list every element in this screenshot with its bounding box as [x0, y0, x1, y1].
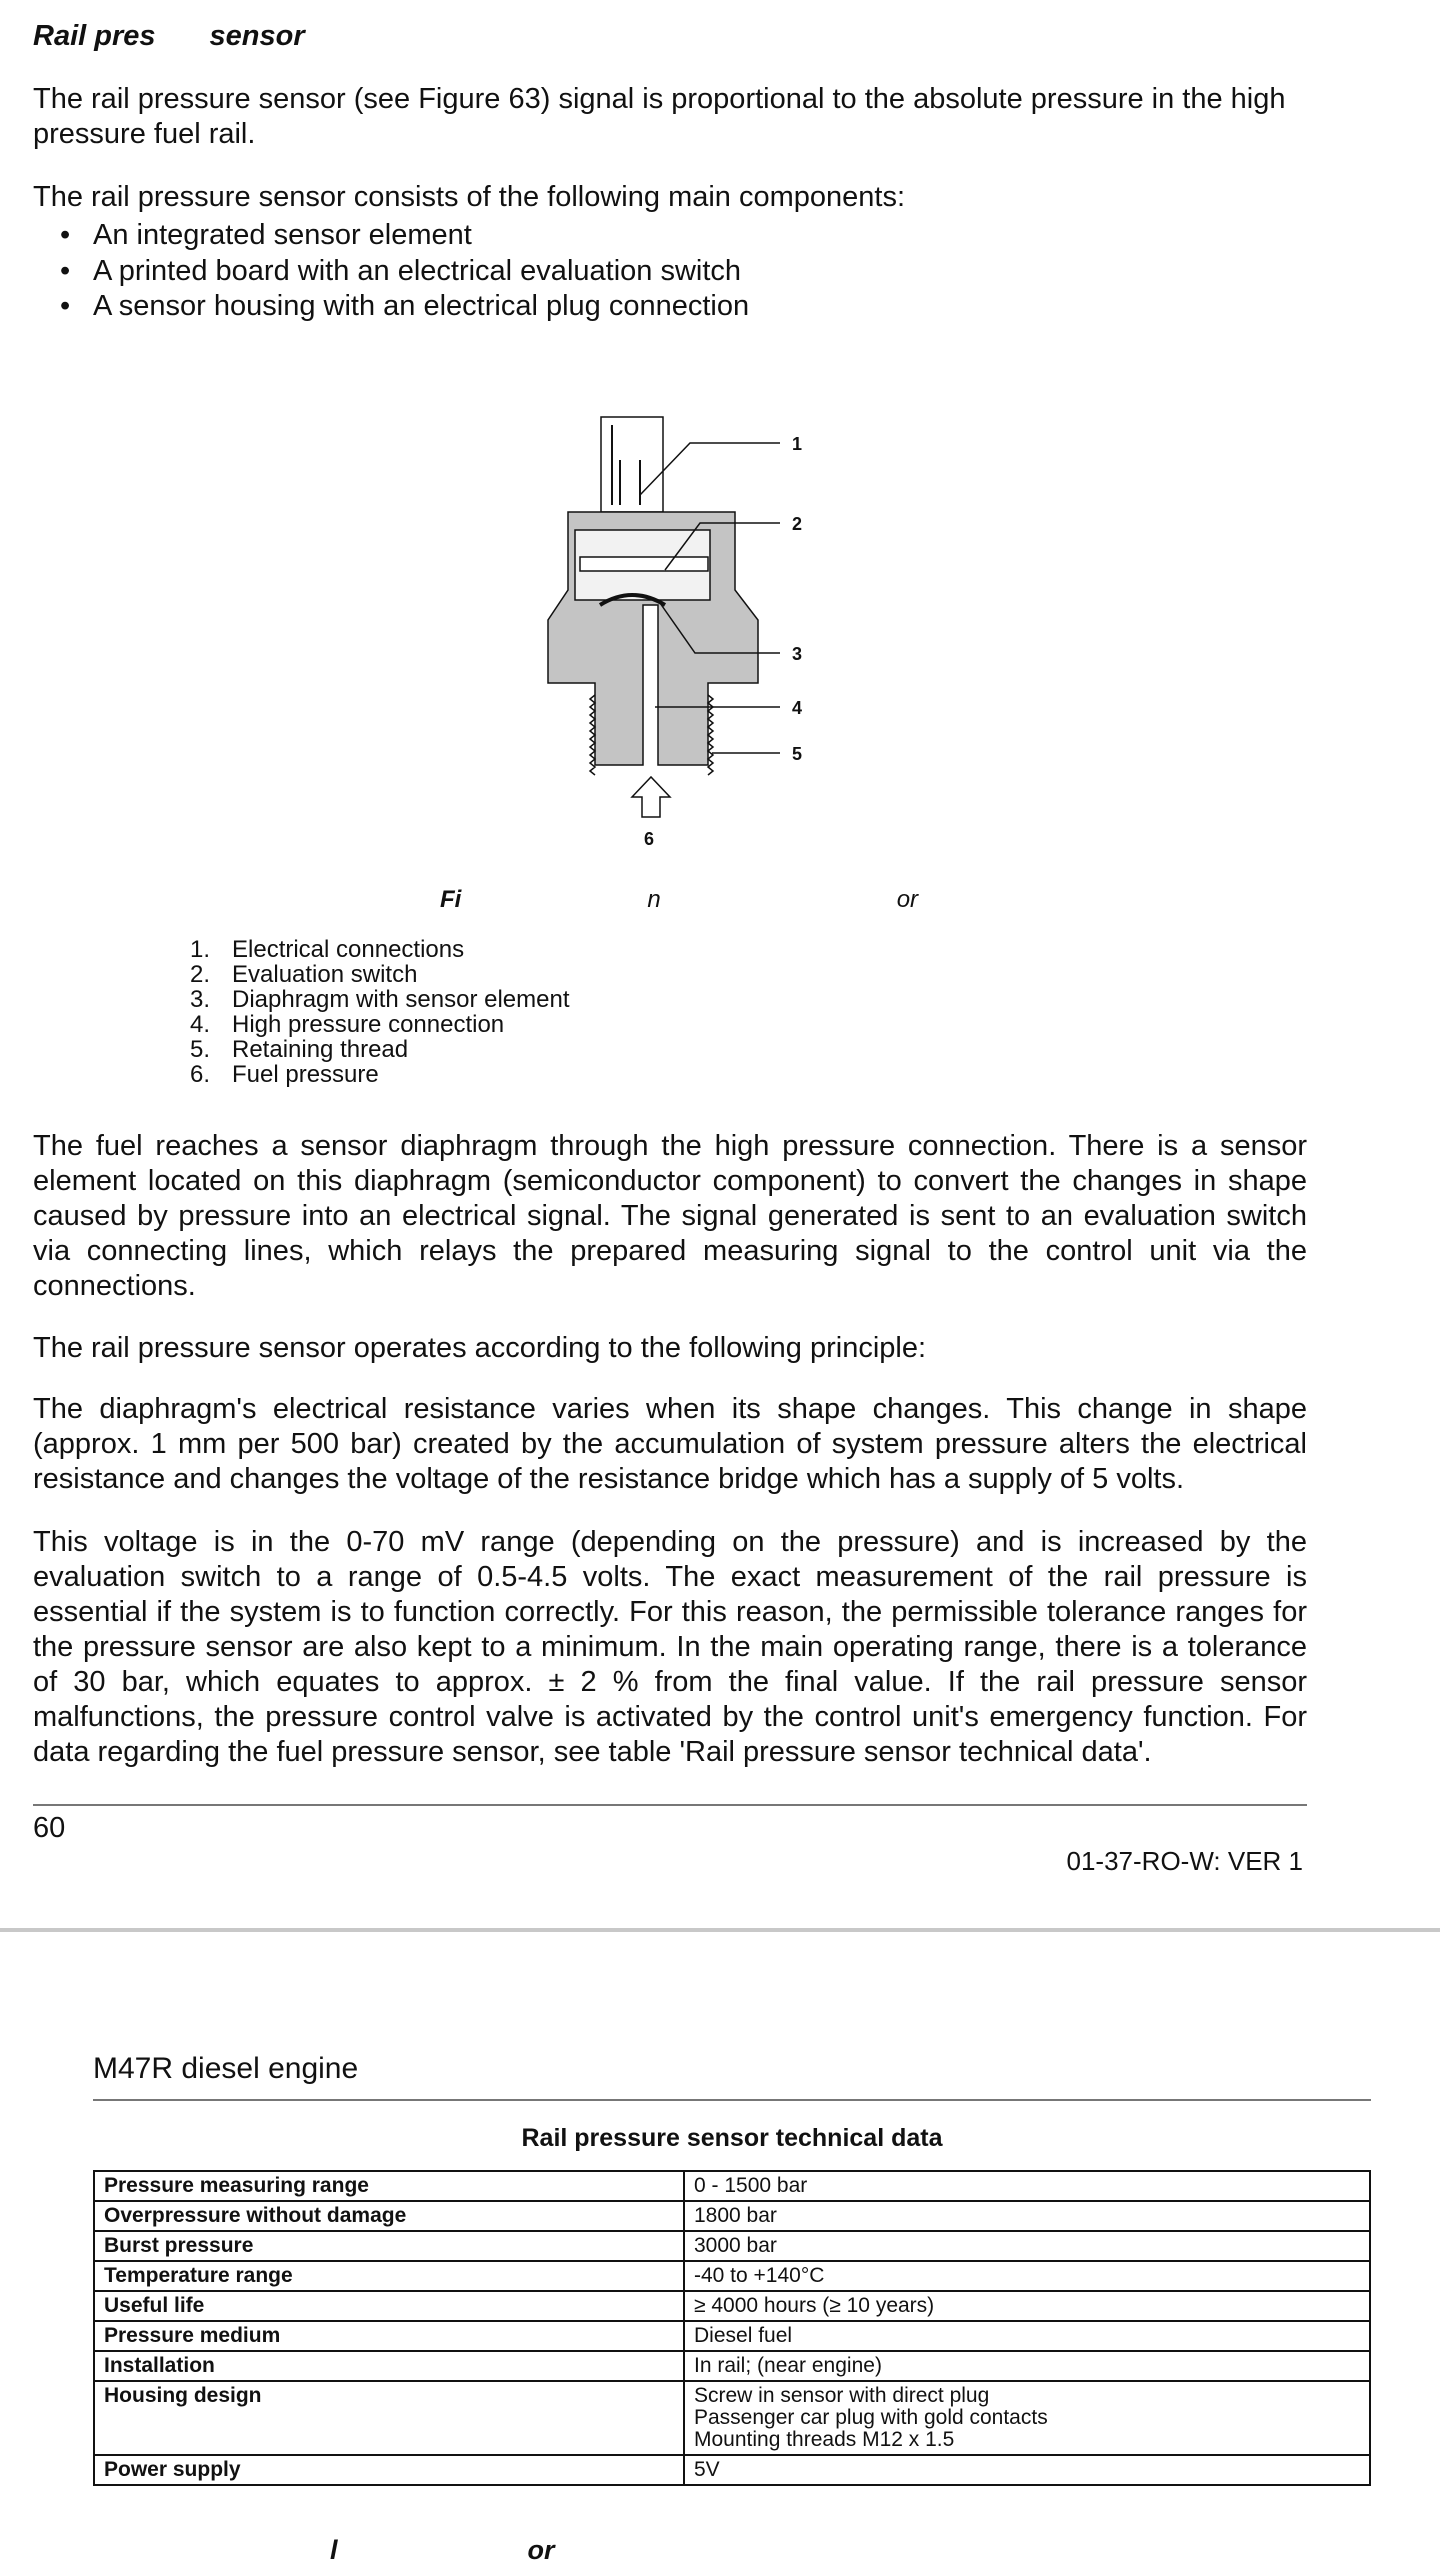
list-item: 4. High pressure connection [190, 1011, 505, 1038]
callout-3: 3 [792, 644, 803, 664]
list-item: 1. Electrical connections [190, 936, 465, 963]
spec-label: Housing design [94, 2381, 684, 2455]
spec-value: In rail; (near engine) [684, 2351, 1370, 2381]
table-row [94, 2201, 1370, 2231]
callout-2: 2 [792, 514, 803, 534]
table-row [94, 2351, 1370, 2381]
circuit-board [580, 557, 708, 571]
list-item: • An integrated sensor element [60, 218, 749, 254]
list-item: • A sensor housing with an electrical plug connection [60, 289, 749, 325]
list-item: 5. Retaining thread [190, 1036, 409, 1063]
spec-label: Useful life [94, 2291, 684, 2321]
callout-4: 4 [792, 698, 803, 718]
callout-1: 1 [792, 434, 803, 454]
figure-caption: Fi n or [440, 886, 919, 913]
spec-value: ≥ 4000 hours (≥ 10 years) [684, 2291, 1370, 2321]
callout-6: 6 [644, 829, 655, 849]
spec-label: Pressure medium [94, 2321, 684, 2351]
table-row [94, 2171, 1370, 2201]
intro-paragraph: The rail pressure sensor (see Figure 63) signal is proportional to the absolute pressure in the high pressure fuel rail. [33, 83, 1286, 150]
page-separator [0, 1928, 1440, 1932]
figure-legend [190, 937, 570, 1087]
spec-label: Overpressure without damage [94, 2201, 684, 2231]
table-row [94, 2381, 1370, 2455]
list-item: • A printed board with an electrical evaluation switch [60, 254, 749, 290]
table-row [94, 2291, 1370, 2321]
section-title: Rail pres sensor [33, 20, 305, 52]
page-header: M47R diesel engine [93, 2052, 359, 2085]
plug-housing [601, 417, 663, 512]
list-item: 6. Fuel pressure [190, 1061, 379, 1088]
spec-value: 0 - 1500 bar [684, 2171, 1370, 2201]
header-divider [93, 2099, 1371, 2101]
spec-value: -40 to +140°C [684, 2261, 1370, 2291]
spec-value: 3000 bar [684, 2231, 1370, 2261]
table-title: Rail pressure sensor technical data [521, 2124, 943, 2152]
table-row [94, 2455, 1370, 2485]
components-intro: The rail pressure sensor consists of the following main components: [33, 181, 906, 213]
table-row [94, 2321, 1370, 2351]
spec-label: Temperature range [94, 2261, 684, 2291]
spec-label: Burst pressure [94, 2231, 684, 2261]
list-item: 2. Evaluation switch [190, 961, 418, 988]
body-paragraph-3: The diaphragm's electrical resistance varies when its shape changes. This change in shape (approx. 1 mm per 500 bar) created by the accumulation of system pressure alters the electrical resistance and changes the voltage of the resistance bridge which has a supply of 5 volts. [33, 1393, 1307, 1495]
spec-label: Power supply [94, 2455, 684, 2485]
body-paragraph-4: This voltage is in the 0-70 mV range (depending on the pressure) and is increased by the evaluation switch to a range of 0.5-4.5 volts. The exact measurement of the rail pressure is essential if the system is to function correctly. For this reason, the permissible tolerance ranges for the pressure sensor are also kept to a minimum. In the main operating range, there is a tolerance of 30 bar, which equates to approx. ± 2 % from the final value. If the rail pressure sensor malfunctions, the pressure control valve is activated by the control unit's emergency function. For data regarding the fuel pressure sensor, see table 'Rail pressure sensor technical data'. [33, 1526, 1307, 1768]
document-code: 01-37-RO-W: VER 1 [1066, 1846, 1303, 1876]
rail-pressure-sensor-diagram [530, 405, 830, 860]
technical-data-table [93, 2170, 1371, 2486]
spec-value: 1800 bar [684, 2201, 1370, 2231]
body-paragraph-1: The fuel reaches a sensor diaphragm through the high pressure connection. There is a sensor element located on this diaphragm (semiconductor component) to convert the changes in shape caused by pressure into an electrical signal. The signal generated is sent to an evaluation switch via connecting lines, which relays the prepared measuring signal to the control unit via the connections. [33, 1130, 1307, 1302]
spec-label: Pressure measuring range [94, 2171, 684, 2201]
footer-divider [33, 1804, 1307, 1806]
cut-off-heading: l or [330, 2535, 555, 2565]
pressure-arrow [632, 777, 670, 817]
spec-label: Installation [94, 2351, 684, 2381]
spec-value: Screw in sensor with direct plug Passenger car plug with gold contacts Mounting threads M12 x 1.5 [684, 2381, 1370, 2455]
callout-5: 5 [792, 744, 803, 764]
spec-value: Diesel fuel [684, 2321, 1370, 2351]
list-item: 3. Diaphragm with sensor element [190, 986, 570, 1013]
page-number: 60 [33, 1812, 66, 1844]
components-list [60, 218, 749, 325]
table-row [94, 2261, 1370, 2291]
body-paragraph-2: The rail pressure sensor operates according to the following principle: [33, 1332, 927, 1364]
spec-value: 5V [684, 2455, 1370, 2485]
table-row [94, 2231, 1370, 2261]
